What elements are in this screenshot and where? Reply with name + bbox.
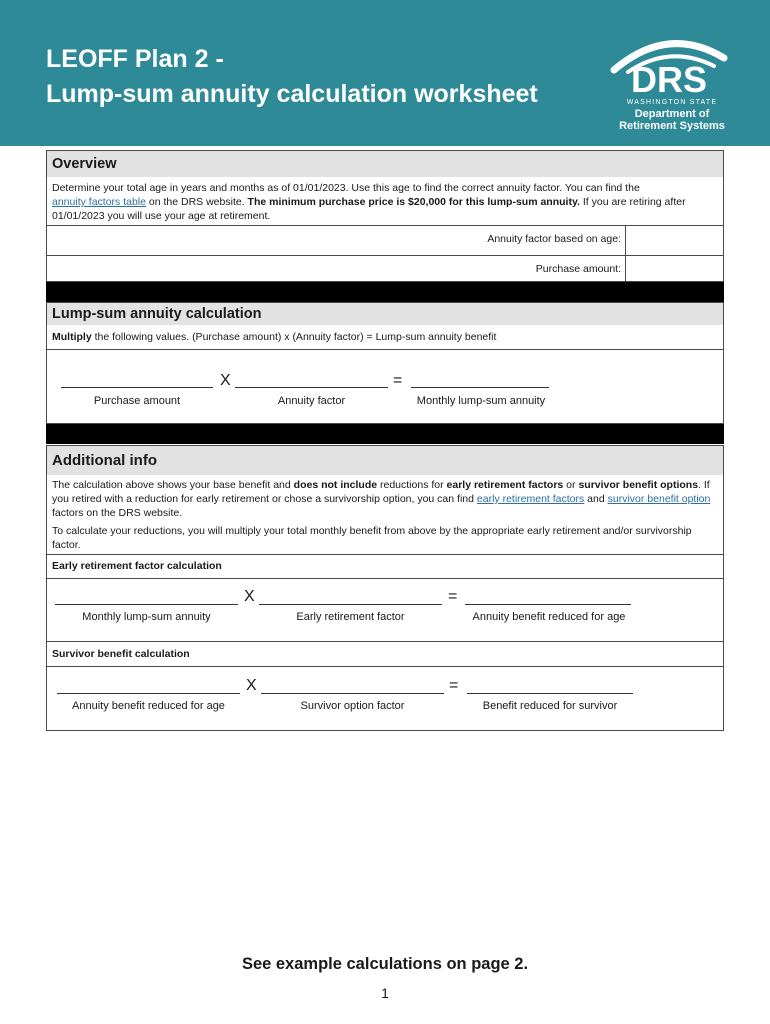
divider [47,641,723,642]
divider [47,225,723,226]
reduced-for-age-blank[interactable] [465,604,631,605]
logo-dept-1: Department of [634,108,710,120]
purchase-amount-field[interactable] [625,256,723,282]
title-line-2: Lump-sum annuity calculation worksheet [46,80,538,108]
reduced-for-age-caption: Annuity benefit reduced for age [472,611,626,623]
times-operator: X [244,588,255,605]
monthly-annuity-caption: Monthly lump-sum annuity [416,395,546,407]
monthly-annuity-blank[interactable] [411,387,549,388]
additional-paragraph-1: The calculation above shows your base benefit and does not include reductions for early retirement factors or survivor benefit options. If you retired with a reduction for early retirement or chose a survivorship option, you can find early retirement factors and survivor benefit option factors on the DRS website. [52,479,711,519]
survivor-factor-caption: Survivor option factor [300,700,405,712]
annuity-factors-link[interactable]: annuity factors table [52,196,146,208]
monthly-annuity-caption: Monthly lump-sum annuity [82,611,211,623]
survivor-benefit-heading: Survivor benefit calculation [52,648,190,660]
reduced-for-survivor-caption: Benefit reduced for survivor [482,700,618,712]
lumpsum-heading: Lump-sum annuity calculation [47,303,723,325]
divider [47,666,723,667]
equals-operator: = [449,677,459,694]
annuity-factor-field[interactable] [625,226,723,255]
purchase-amount-caption: Purchase amount [93,395,181,407]
early-retirement-factors-link[interactable]: early retirement factors [476,493,585,505]
page-title [46,42,538,112]
example-note: See example calculations on page 2. [241,955,529,973]
reduced-for-age-blank[interactable] [57,693,240,694]
survivor-benefit-option-link[interactable]: survivor benefit option [607,493,711,505]
overview-heading: Overview [47,151,723,177]
equals-operator: = [393,372,403,389]
divider [47,255,723,256]
logo-state: WASHINGTON STATE [626,99,718,106]
page-header [0,0,770,146]
reduced-for-age-caption: Annuity benefit reduced for age [72,700,225,712]
times-operator: X [220,372,231,389]
early-factor-blank[interactable] [259,604,442,605]
overview-section [46,150,724,282]
page-number: 1 [381,985,389,1001]
annuity-factor-label: Annuity factor based on age: [487,233,621,245]
divider [47,554,723,555]
title-line-1: LEOFF Plan 2 - [46,45,224,73]
survivor-factor-blank[interactable] [261,693,444,694]
overview-text: Determine your total age in years and months as of 01/01/2023. Use this age to find the correct annuity factor. You can find the annuity factors table on the DRS website. The minimum purchase price is $20,000 for this lump-sum annuity. If you are retiring after 01/01/2023 you will use your age at retirement. [52,182,686,222]
logo-brand: DRS [630,59,708,100]
drs-logo [606,30,736,138]
lumpsum-section [46,302,724,424]
lumpsum-instructions: Multiply the following values. (Purchase amount) x (Annuity factor) = Lump-sum annuity benefit [52,331,497,343]
reduced-for-survivor-blank[interactable] [467,693,633,694]
divider [47,578,723,579]
divider [47,349,723,350]
annuity-factor-blank[interactable] [235,387,388,388]
logo-dept-2: Retirement Systems [619,120,725,132]
additional-heading: Additional info [47,446,723,475]
additional-section [46,445,724,731]
section-separator [46,282,724,302]
monthly-annuity-blank[interactable] [55,604,238,605]
purchase-amount-blank[interactable] [61,387,213,388]
additional-paragraph-2: To calculate your reductions, you will multiply your total monthly benefit from above by the appropriate early retirement and/or survivorship factor. [52,525,692,551]
early-factor-caption: Early retirement factor [296,611,405,623]
early-retirement-heading: Early retirement factor calculation [52,560,222,572]
equals-operator: = [448,588,458,605]
annuity-factor-caption: Annuity factor [277,395,346,407]
times-operator: X [246,677,257,694]
purchase-amount-label: Purchase amount: [535,263,621,275]
section-separator [46,424,724,444]
